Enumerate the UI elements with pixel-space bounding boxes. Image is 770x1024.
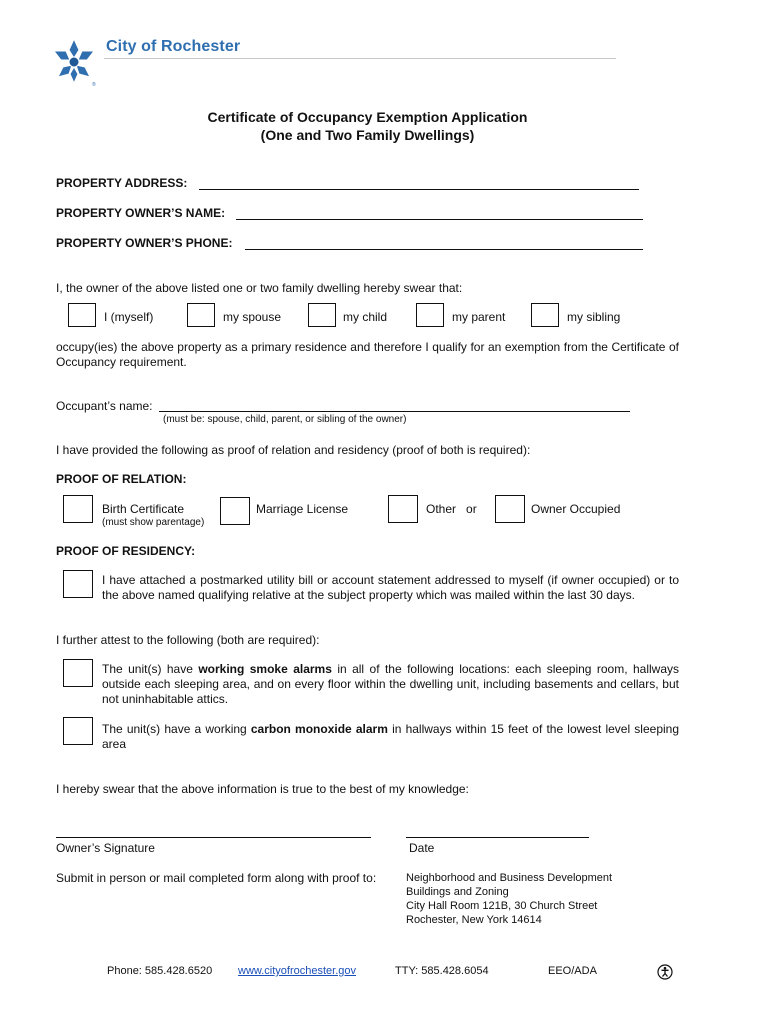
occupant-name-label: Occupant’s name:	[56, 399, 153, 413]
relation-sibling-checkbox[interactable]	[531, 303, 559, 327]
relation-spouse-checkbox[interactable]	[187, 303, 215, 327]
attest-intro: I further attest to the following (both are required):	[56, 633, 320, 647]
owner-occupied-label: Owner Occupied	[531, 502, 621, 516]
proof-residency-heading: PROOF OF RESIDENCY:	[56, 544, 196, 558]
relation-child-checkbox[interactable]	[308, 303, 336, 327]
birth-certificate-checkbox[interactable]	[63, 495, 93, 523]
owner-phone-label: PROPERTY OWNER’S PHONE:	[56, 236, 233, 250]
footer-eeo: EEO/ADA	[548, 965, 597, 977]
owner-signature-label: Owner’s Signature	[56, 841, 155, 855]
date-label: Date	[409, 841, 435, 855]
proof-relation-heading: PROOF OF RELATION:	[56, 472, 187, 486]
proof-intro: I have provided the following as proof of relation and residency (proof of both is required):	[56, 443, 531, 457]
footer-website-link[interactable]: www.cityofrochester.gov	[238, 965, 356, 977]
relation-spouse-label: my spouse	[223, 310, 282, 324]
form-title-line1: Certificate of Occupancy Exemption Application	[207, 109, 528, 125]
occupy-statement: occupy(ies) the above property as a primary residence and therefore I qualify for an exemption from the Certificate of Occupancy requirement.	[56, 340, 679, 369]
signature-line[interactable]	[56, 837, 371, 838]
date-line[interactable]	[406, 837, 589, 838]
address-line: City Hall Room 121B, 30 Church Street	[406, 900, 598, 912]
owner-occupied-checkbox[interactable]	[495, 495, 525, 523]
swear-intro: I, the owner of the above listed one or two family dwelling hereby swear that:	[56, 281, 463, 295]
owner-name-field[interactable]	[236, 207, 643, 220]
utility-bill-statement: I have attached a postmarked utility bill or account statement addressed to myself (if owner occupied) or to the above named qualifying relative at the subject property which was mailed within the last 30 days.	[102, 573, 679, 602]
owner-name-label: PROPERTY OWNER’S NAME:	[56, 206, 226, 220]
occupant-name-hint: (must be: spouse, child, parent, or sibling of the owner)	[163, 414, 407, 425]
property-address-label: PROPERTY ADDRESS:	[56, 176, 188, 190]
svg-text:®: ®	[92, 82, 96, 88]
footer-phone: Phone: 585.428.6520	[107, 965, 213, 977]
co-alarm-statement: The unit(s) have a working carbon monoxide alarm in hallways within 15 feet of the lowest level sleeping area	[102, 722, 680, 751]
accessibility-icon	[657, 964, 673, 980]
address-line: Buildings and Zoning	[406, 886, 509, 898]
marriage-license-checkbox[interactable]	[220, 497, 250, 525]
relation-myself-label: I (myself)	[104, 310, 154, 324]
property-address-field[interactable]	[199, 177, 639, 190]
other-label: Other or	[426, 502, 477, 516]
relation-parent-label: my parent	[452, 310, 506, 324]
relation-parent-checkbox[interactable]	[416, 303, 444, 327]
form-title-line2: (One and Two Family Dwellings)	[260, 127, 475, 143]
header-divider	[104, 58, 616, 59]
org-name: City of Rochester	[106, 38, 241, 55]
smoke-alarm-checkbox[interactable]	[63, 659, 93, 687]
relation-myself-checkbox[interactable]	[68, 303, 96, 327]
co-alarm-checkbox[interactable]	[63, 717, 93, 745]
owner-phone-field[interactable]	[245, 237, 643, 250]
footer-tty: TTY: 585.428.6054	[395, 965, 489, 977]
marriage-license-label: Marriage License	[256, 502, 349, 516]
address-line: Rochester, New York 14614	[406, 914, 542, 926]
mailing-address	[406, 871, 612, 927]
relation-child-label: my child	[343, 310, 388, 324]
swear-final: I hereby swear that the above information is true to the best of my knowledge:	[56, 782, 469, 796]
smoke-alarm-statement: The unit(s) have working smoke alarms in all of the following locations: each sleeping room, hallways outside each sleeping area, and on every floor within the dwelling unit, including basements and cellars, but not uninhabitable attics.	[102, 662, 680, 706]
other-checkbox[interactable]	[388, 495, 418, 523]
city-flower-logo-icon	[48, 36, 100, 88]
relation-sibling-label: my sibling	[567, 310, 621, 324]
address-line: Neighborhood and Business Development	[406, 872, 613, 884]
birth-certificate-note: (must show parentage)	[102, 517, 205, 528]
utility-bill-checkbox[interactable]	[63, 570, 93, 598]
birth-certificate-label: Birth Certificate	[102, 502, 185, 516]
occupant-name-field[interactable]	[159, 399, 630, 412]
submit-instructions: Submit in person or mail completed form along with proof to:	[56, 871, 377, 885]
